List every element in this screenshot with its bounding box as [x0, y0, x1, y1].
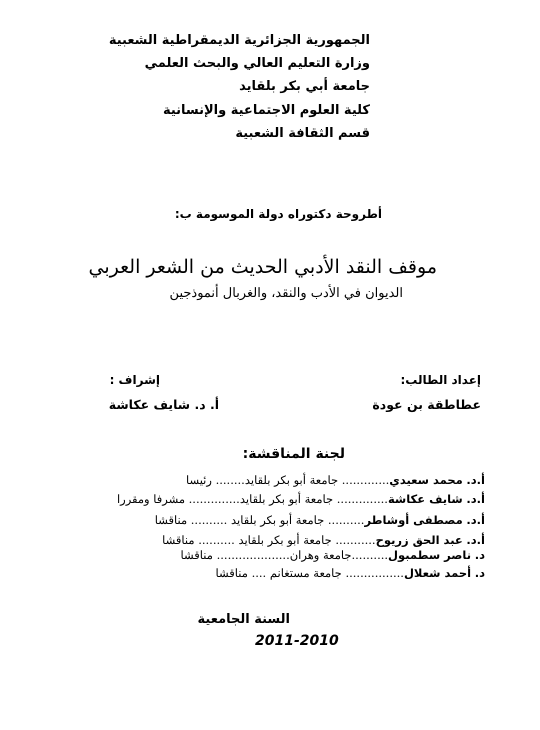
- member-dots: ..........: [198, 533, 235, 547]
- header-department: قسم الثقافة الشعبية: [235, 126, 370, 141]
- committee-member: [181, 548, 485, 562]
- member-dots: .............: [341, 473, 390, 487]
- member-dots: ..........: [327, 513, 365, 527]
- member-title: د.: [474, 566, 485, 580]
- member-university: جامعة أبو بكر بلقايد: [230, 513, 325, 527]
- member-name: أحمد شعلال: [403, 566, 472, 580]
- member-title: أ.د.: [466, 533, 485, 547]
- member-name: شايف عكاشة: [387, 492, 463, 506]
- member-role: مناقشا: [180, 548, 213, 562]
- member-dots: ..........: [351, 548, 389, 562]
- member-university: جامعة مستغانم: [269, 566, 342, 580]
- header-republic: الجمهورية الجزائرية الديمقراطية الشعبية: [108, 33, 370, 48]
- member-role: رئيسا: [185, 473, 212, 487]
- member-role: مناقشا: [215, 566, 248, 580]
- academic-year-label: السنة الجامعية: [197, 612, 290, 627]
- member-dots: ........: [215, 473, 245, 487]
- member-title: د.: [474, 548, 485, 562]
- committee-member: [186, 473, 485, 487]
- header-faculty: كلية العلوم الاجتماعية والإنسانية: [162, 103, 370, 118]
- thesis-subtitle: الديوان في الأدب والنقد، والغربال أنموذجين: [169, 286, 403, 301]
- committee-title: لجنة المناقشة:: [242, 446, 345, 462]
- header-university: جامعة أبي بكر بلقايد: [239, 79, 370, 94]
- member-dots: ....: [251, 566, 267, 580]
- member-university: جامعة أبو بكر بلقايد: [238, 533, 332, 547]
- member-role: مناقشا: [154, 513, 188, 527]
- header-ministry: وزارة التعليم العالي والبحث العلمي: [144, 56, 370, 71]
- student-name: عطاطقة بن عودة: [372, 397, 481, 412]
- member-name: محمد سعيدي: [389, 473, 463, 487]
- committee-member: [155, 513, 485, 527]
- member-role: مناقشا: [162, 533, 195, 547]
- member-dots: ....................: [216, 548, 290, 562]
- member-university: جامعة وهران: [289, 548, 352, 562]
- thesis-title: موقف النقد الأدبي الحديث من الشعر العربي: [88, 256, 437, 278]
- member-name: مصطفى أوشاطر: [364, 513, 463, 527]
- committee-member: [117, 492, 485, 506]
- member-dots: ..............: [336, 492, 388, 506]
- committee-member: [216, 566, 485, 580]
- member-dots: ................: [345, 566, 404, 580]
- supervision-label: إشراف :: [109, 373, 160, 387]
- committee-member: [162, 533, 485, 547]
- member-dots: ..............: [188, 492, 240, 506]
- member-role: مشرفا ومقررا: [116, 492, 185, 506]
- supervisor-name: أ. د. شايف عكاشة: [108, 397, 219, 412]
- thesis-label: أطروحة دكتوراه دولة الموسومة ب:: [174, 207, 382, 221]
- member-dots: ..........: [190, 513, 228, 527]
- member-title: أ.د.: [466, 492, 485, 506]
- prepared-by-label: إعداد الطالب:: [400, 373, 481, 387]
- member-dots: ...........: [335, 533, 376, 547]
- member-name: عبد الحق زريوح: [375, 533, 463, 547]
- member-title: أ.د.: [466, 513, 485, 527]
- academic-year-value: 2011-2010: [255, 633, 339, 649]
- member-title: أ.د.: [466, 473, 485, 487]
- member-university: جامعة أبو بكر بلقايد: [239, 492, 334, 506]
- member-name: ناصر سطمبول: [388, 548, 472, 562]
- member-university: جامعة أبو بكر بلقايد: [244, 473, 339, 487]
